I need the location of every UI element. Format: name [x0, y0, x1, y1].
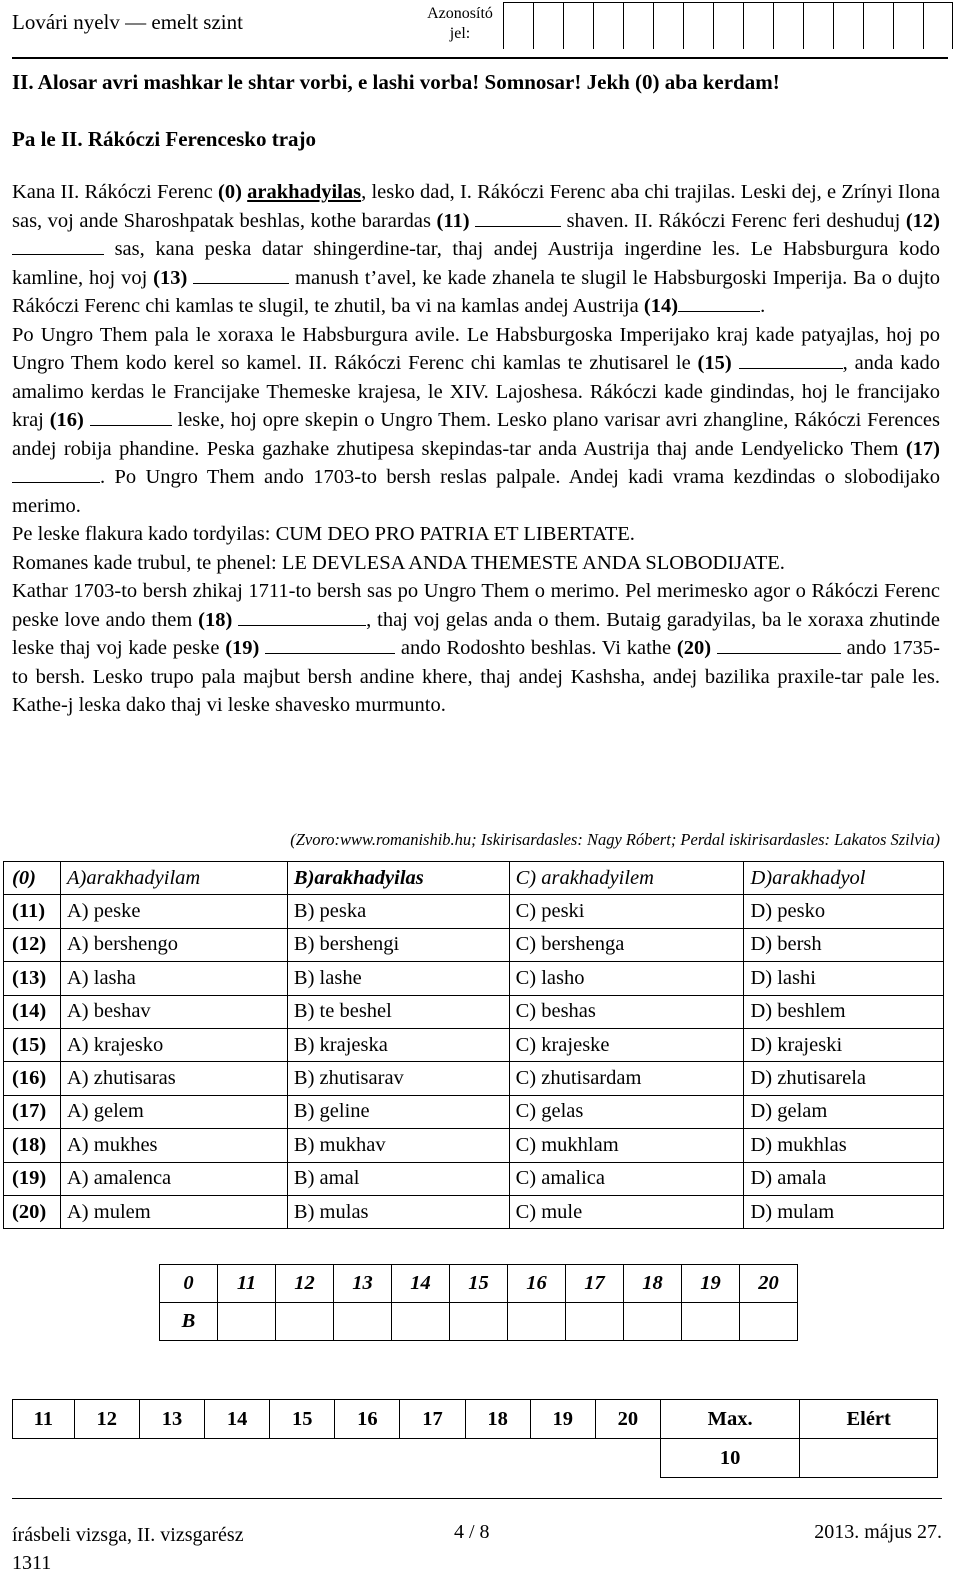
score-header: Elért: [800, 1400, 938, 1439]
option-b: B) bershengi: [287, 928, 509, 961]
option-b: B) mukhav: [287, 1129, 509, 1162]
page-number: 4 / 8: [454, 1521, 490, 1543]
option-a: A) peske: [61, 895, 288, 928]
answer-cell[interactable]: [276, 1303, 334, 1341]
option-d: D) amala: [744, 1162, 944, 1195]
option-b: B) amal: [287, 1162, 509, 1195]
score-header: 15: [270, 1400, 335, 1439]
answer-grid-header: 14: [392, 1265, 450, 1303]
paragraph-4: Romanes kade trubul, te phenel: LE DEVLESA ANDA THEMESTE ANDA SLOBODIJATE.: [12, 551, 785, 574]
option-c: C) krajeske: [509, 1028, 744, 1061]
gap-17[interactable]: [12, 464, 100, 483]
score-table-value-row: [13, 1439, 938, 1478]
score-header: 17: [400, 1400, 465, 1439]
answer-cell[interactable]: [218, 1303, 276, 1341]
options-row: [4, 862, 944, 895]
answer-cell[interactable]: [334, 1303, 392, 1341]
option-b: B)arakhadyilas: [287, 862, 509, 895]
options-table: [3, 861, 944, 1229]
answer-grid: [159, 1264, 798, 1341]
option-a: A) gelem: [61, 1095, 288, 1128]
gap-14[interactable]: [678, 293, 760, 312]
answer-grid-header: 15: [450, 1265, 508, 1303]
options-row: [4, 1195, 944, 1228]
score-header: 19: [530, 1400, 595, 1439]
option-c: C) zhutisardam: [509, 1062, 744, 1095]
id-box[interactable]: [773, 3, 803, 49]
gap-15[interactable]: [739, 350, 843, 369]
task-instruction: II. Alosar avri mashkar le shtar vorbi, e lashi vorba! Somnosar! Jekh (0) aba kerdam!: [12, 70, 780, 94]
answer-grid-header: 16: [508, 1265, 566, 1303]
answer-grid-header: 20: [740, 1265, 798, 1303]
option-a: A) beshav: [61, 995, 288, 1028]
paragraph-3: Pe leske flakura kado tordyilas: CUM DEO PRO PATRIA ET LIBERTATE.: [12, 523, 635, 545]
gap-19[interactable]: [265, 635, 395, 654]
option-b: B) krajeska: [287, 1028, 509, 1061]
score-table-header-row: [13, 1400, 938, 1439]
options-row: [4, 962, 944, 995]
answer-grid-header-row: [160, 1265, 798, 1303]
answer-cell: B: [160, 1303, 218, 1341]
option-d: D) mulam: [744, 1195, 944, 1228]
score-max: 10: [661, 1439, 800, 1478]
option-c: C) arakhadyilem: [509, 862, 744, 895]
id-label: [421, 4, 499, 44]
options-row: [4, 1028, 944, 1061]
score-header: Max.: [661, 1400, 800, 1439]
option-c: C) lasho: [509, 962, 744, 995]
id-box[interactable]: [533, 3, 563, 49]
id-box[interactable]: [743, 3, 773, 49]
option-d: D)arakhadyol: [744, 862, 944, 895]
footer-divider: [12, 1498, 942, 1499]
id-box[interactable]: [803, 3, 833, 49]
id-box[interactable]: [893, 3, 923, 49]
id-label-line2: jel:: [449, 25, 471, 42]
answer-cell[interactable]: [624, 1303, 682, 1341]
id-box[interactable]: [563, 3, 593, 49]
answer-cell[interactable]: [450, 1303, 508, 1341]
option-number: (0): [4, 862, 61, 895]
id-box[interactable]: [623, 3, 653, 49]
option-d: D) beshlem: [744, 995, 944, 1028]
id-box[interactable]: [863, 3, 893, 49]
id-box[interactable]: [683, 3, 713, 49]
gap-16[interactable]: [90, 407, 172, 426]
option-d: D) lashi: [744, 962, 944, 995]
score-header: 12: [74, 1400, 139, 1439]
option-a: A) krajesko: [61, 1028, 288, 1061]
options-row: [4, 1129, 944, 1162]
option-number: (17): [4, 1095, 61, 1128]
answer-grid-header: 11: [218, 1265, 276, 1303]
options-row: [4, 995, 944, 1028]
score-header: 18: [465, 1400, 530, 1439]
score-earned[interactable]: [800, 1439, 938, 1478]
answer-cell[interactable]: [508, 1303, 566, 1341]
option-number: (16): [4, 1062, 61, 1095]
score-blank-area: [13, 1439, 661, 1478]
option-a: A) zhutisaras: [61, 1062, 288, 1095]
id-box[interactable]: [503, 3, 533, 49]
option-d: D) bersh: [744, 928, 944, 961]
gap-11[interactable]: [475, 208, 561, 227]
option-a: A) lasha: [61, 962, 288, 995]
option-d: D) zhutisarela: [744, 1062, 944, 1095]
score-header: 16: [335, 1400, 400, 1439]
answer-grid-header: 19: [682, 1265, 740, 1303]
id-boxes: [503, 2, 953, 49]
option-a: A)arakhadyilam: [61, 862, 288, 895]
gap-13[interactable]: [193, 265, 289, 284]
option-number: (13): [4, 962, 61, 995]
id-box[interactable]: [833, 3, 863, 49]
options-row: [4, 895, 944, 928]
option-d: D) pesko: [744, 895, 944, 928]
footer-code: 1311: [12, 1552, 52, 1574]
option-number: (15): [4, 1028, 61, 1061]
options-row: [4, 1162, 944, 1195]
option-d: D) gelam: [744, 1095, 944, 1128]
score-header: 13: [139, 1400, 204, 1439]
option-a: A) amalenca: [61, 1162, 288, 1195]
id-box[interactable]: [653, 3, 683, 49]
gap-18[interactable]: [238, 607, 366, 626]
option-c: C) mule: [509, 1195, 744, 1228]
option-a: A) mulem: [61, 1195, 288, 1228]
option-b: B) mulas: [287, 1195, 509, 1228]
options-row: [4, 1062, 944, 1095]
paragraph-5: Kathar 1703-to bersh zhikaj 1711-to bersh sas po Ungro Them o merimo. Pel merimesko agor o Rákóczi Ferenc peske love ando them (18) , thaj voj gelas anda o them. Butaig garadyilas, ba le xoraxa zhutinde leske thaj voj kade peske (19) ando Rodoshto beshlas. Vi kathe (20) ando 1735-to bersh. Lesko trupo pala majbut bersh andine khere, thaj andej Kashsha, andej bazilika praxile-tar pale les. Kathe-j leska dako thaj vi leske shavesko murmunto.: [12, 580, 941, 716]
id-label-line1: Azonosító: [427, 5, 493, 22]
answer-grid-header: 0: [160, 1265, 218, 1303]
option-d: D) krajeski: [744, 1028, 944, 1061]
source-citation: (Zvoro:www.romanishib.hu; Iskirisardasles: Nagy Róbert; Perdal iskirisardasles: Lakatos Szilvia): [290, 830, 940, 849]
header-divider: [12, 57, 948, 59]
footer-exam-info: [12, 1521, 244, 1577]
answer-cell[interactable]: [682, 1303, 740, 1341]
score-table: [12, 1399, 938, 1478]
answer-grid-answer-row: [160, 1303, 798, 1341]
subject-title: Lovári nyelv — emelt szint: [12, 10, 243, 34]
options-row: [4, 1095, 944, 1128]
option-c: C) bershenga: [509, 928, 744, 961]
option-b: B) zhutisarav: [287, 1062, 509, 1095]
option-b: B) geline: [287, 1095, 509, 1128]
id-box[interactable]: [593, 3, 623, 49]
score-header: 11: [13, 1400, 75, 1439]
option-d: D) mukhlas: [744, 1129, 944, 1162]
paragraph-1: Kana II. Rákóczi Ferenc (0) arakhadyilas, lesko dad, I. Rákóczi Ferenc aba chi trajilas. Leski dej, e Zrínyi Ilona sas, voj ande Sharoshpatak beshlas, kothe barardas (11) shaven. II. Rákóczi Ferenc feri deshuduj (12) sas, kana peska datar shingerdine-tar, thaj andej Austrija ingerdine les. Le Habsburgura kodo kamline, hoj voj (13) manush t’avel, ke kade zhanela te slugil le Habsburgoski Imperija. Ba o dujto Rákóczi Ferenc chi kamlas te slugil, te zhutil, ba vi na kamlas andej Austrija (14) .: [12, 181, 941, 317]
option-number: (14): [4, 995, 61, 1028]
footer-exam-label: írásbeli vizsga, II. vizsgarész: [12, 1524, 244, 1546]
score-header: 20: [595, 1400, 660, 1439]
answer-grid-header: 17: [566, 1265, 624, 1303]
paragraph-2: Po Ungro Them pala le xoraxa le Habsburgura avile. Le Habsburgoska Imperijako kraj kade patyajlas, hoj po Ungro Them kodo kerel so kamel. II. Rákóczi Ferenc chi kamlas te zhutisarel le (15) , anda kado amalimo kerdas le Francijake Themeske krajesa, le XIV. Lajoshesa. Rákóczi kade gindindas, hoj le francijako kraj (16) leske, hoj opre skepin o Ungro Them. Lesko plano varisar avri zhangline, Rákóczi Ferences andej robija phandine. Peska gazhake zhutipesa skepindas-tar anda Austrija thaj ande Lendyelicko Them (17) . Po Ungro Them ando 1703-to bersh reslas palpale. Andej kadi vrama kezdindas o slobodijako merimo.: [12, 323, 940, 517]
option-number: (18): [4, 1129, 61, 1162]
answer-grid-header: 13: [334, 1265, 392, 1303]
option-c: C) amalica: [509, 1162, 744, 1195]
option-number: (12): [4, 928, 61, 961]
option-b: B) te beshel: [287, 995, 509, 1028]
text-title: Pa le II. Rákóczi Ferencesko trajo: [12, 127, 317, 151]
score-header: 14: [205, 1400, 270, 1439]
example-answer: arakhadyilas: [247, 181, 362, 203]
id-box[interactable]: [923, 3, 953, 49]
answer-grid-header: 12: [276, 1265, 334, 1303]
option-a: A) mukhes: [61, 1129, 288, 1162]
answer-cell[interactable]: [392, 1303, 450, 1341]
option-b: B) peska: [287, 895, 509, 928]
option-c: C) gelas: [509, 1095, 744, 1128]
option-a: A) bershengo: [61, 928, 288, 961]
option-c: C) beshas: [509, 995, 744, 1028]
option-number: (20): [4, 1195, 61, 1228]
option-b: B) lashe: [287, 962, 509, 995]
answer-grid-header: 18: [624, 1265, 682, 1303]
answer-cell[interactable]: [566, 1303, 624, 1341]
exam-date: 2013. május 27.: [814, 1521, 942, 1543]
option-number: (19): [4, 1162, 61, 1195]
gap-20[interactable]: [717, 635, 841, 654]
reading-text: [12, 178, 940, 720]
id-box[interactable]: [713, 3, 743, 49]
option-c: C) peski: [509, 895, 744, 928]
options-row: [4, 928, 944, 961]
answer-cell[interactable]: [740, 1303, 798, 1341]
gap-12[interactable]: [12, 236, 104, 255]
option-number: (11): [4, 895, 61, 928]
option-c: C) mukhlam: [509, 1129, 744, 1162]
